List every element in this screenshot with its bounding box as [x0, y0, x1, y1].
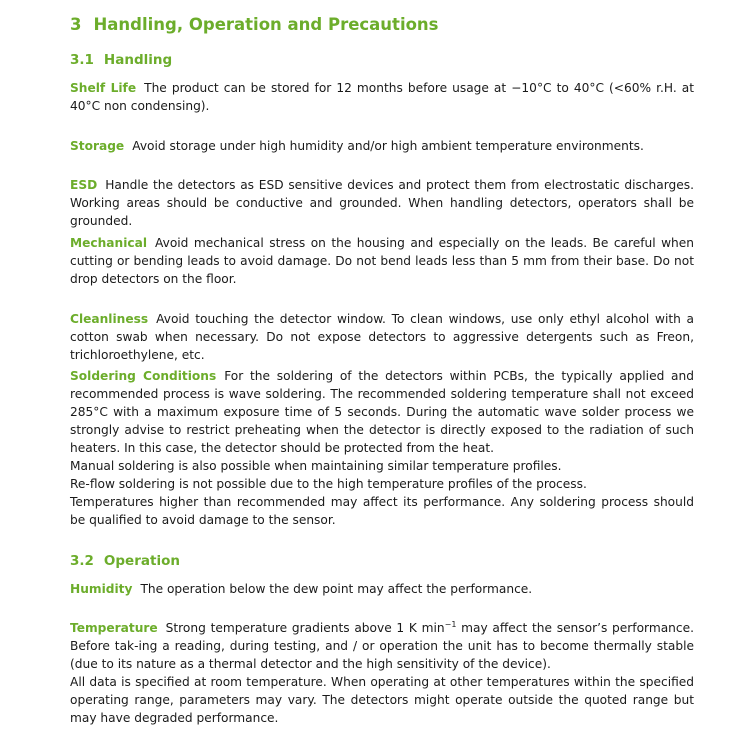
esd-label: ESD [70, 178, 98, 192]
storage-label: Storage [70, 139, 125, 153]
shelf-life-label: Shelf Life [70, 81, 137, 95]
mechanical-paragraph [70, 234, 694, 288]
section-title: Handling, Operation and Precautions [93, 15, 439, 34]
humidity-text: The operation below the dew point may affect the performance. [140, 582, 533, 596]
subsection-heading-operation [70, 553, 180, 569]
humidity-label: Humidity [70, 582, 133, 596]
subsection-number: 3.2 [70, 553, 94, 569]
temperature-paragraph [70, 619, 694, 727]
esd-paragraph [70, 176, 694, 230]
humidity-paragraph [70, 580, 694, 598]
section-number: 3 [70, 15, 82, 34]
temperature-exponent: −1 [444, 619, 457, 629]
storage-paragraph [70, 137, 694, 155]
storage-text: Avoid storage under high humidity and/or high ambient temperature environments. [132, 139, 644, 153]
soldering-temperature-text: Temperatures higher than recommended may affect its performance. Any soldering process should be qualified to avoid damage to the sensor. [70, 495, 694, 527]
subsection-heading-handling [70, 52, 172, 68]
cleanliness-text: Avoid touching the detector window. To clean windows, use only ethyl alcohol with a cotton swab when necessary. Do not expose detectors to aggressive detergents such as Freon, trichloroethylene, etc. [70, 312, 694, 362]
soldering-text: For the soldering of the detectors within PCBs, the typically applied and recommended process is wave soldering. The recommended soldering temperature shall not exceed 285°C with a maximum exposure time of 5 seconds. During the automatic wave solder process we strongly advise to restrict preheating when the detector is directly exposed to the radiation of such heaters. In this case, the detector should be protected from the heat. [70, 369, 694, 455]
subsection-title: Handling [103, 52, 173, 68]
temperature-note-text: All data is specified at room temperature. When operating at other temperatures within the specified operating range, parameters may vary. The detectors might operate outside the quoted range but may have degraded performance. [70, 675, 694, 725]
soldering-label: Soldering Conditions [70, 369, 217, 383]
temperature-text-b: may affect the sensor’s performance. Before tak-ing a reading, during testing, and / or operation the unit has to become thermally stable (due to its nature as a thermal detector and the high sensitivity of the device). [70, 621, 694, 671]
soldering-paragraph [70, 367, 694, 529]
shelf-life-text: The product can be stored for 12 months before usage at −10°C to 40°C (<60% r.H. at 40°C non condensing). [70, 81, 694, 113]
soldering-manual-text: Manual soldering is also possible when maintaining similar temperature profiles. [70, 459, 562, 473]
temperature-label: Temperature [70, 621, 158, 635]
section-heading [70, 15, 439, 34]
temperature-text-a: Strong temperature gradients above 1 K min [165, 621, 445, 635]
mechanical-text: Avoid mechanical stress on the housing and especially on the leads. Be careful when cutting or bending leads to avoid damage. Do not bend leads less than 5 mm from their base. Do not drop detectors on the floor. [70, 236, 694, 286]
mechanical-label: Mechanical [70, 236, 147, 250]
cleanliness-label: Cleanliness [70, 312, 149, 326]
subsection-number: 3.1 [70, 52, 94, 68]
shelf-life-paragraph [70, 79, 694, 115]
esd-text: Handle the detectors as ESD sensitive devices and protect them from electrostatic discharges. Working areas should be conductive and grounded. When handling detectors, operators shall be grounded. [70, 178, 694, 228]
subsection-title: Operation [103, 553, 180, 569]
soldering-reflow-text: Re-flow soldering is not possible due to the high temperature profiles of the process. [70, 477, 587, 491]
cleanliness-paragraph [70, 310, 694, 364]
